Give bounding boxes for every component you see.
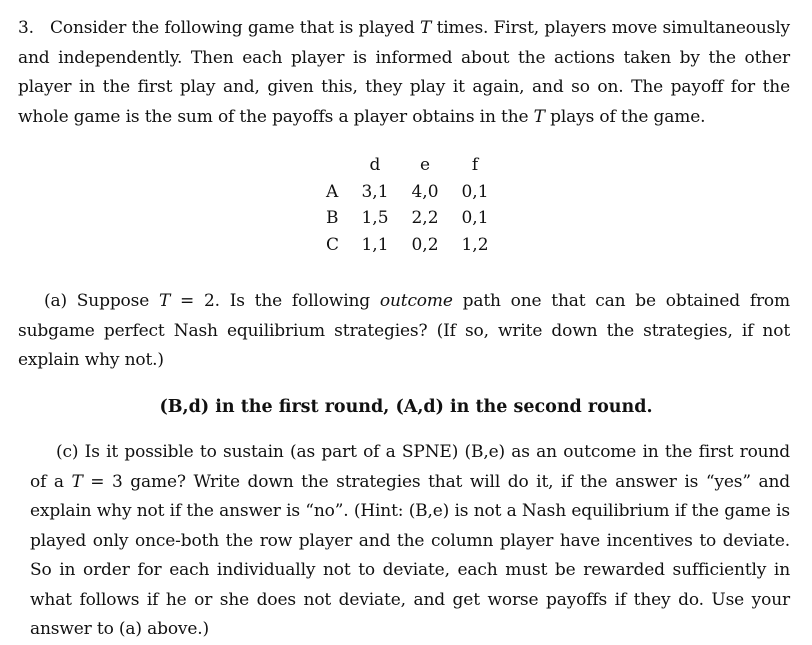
part-a-part1: (a) Suppose [44, 291, 159, 311]
payoff-row [326, 205, 500, 232]
part-c-part1: (c) Is it possible to sustain (as part of a SPNE) (B,e) as an outcome in the first round of a [30, 442, 790, 492]
question-3-part2: times. First, players move simultaneously and independently. Then each player is informed about the actions taken by the other player in the first play and, given this, they play it again, and so on. The payoff for the whole game is the sum of the payoffs a player obtains in the [18, 18, 790, 127]
part-a-emphasis: outcome [379, 291, 453, 311]
part-a-part2: = 2. Is the following [170, 291, 380, 311]
payoff-cell: 1,5 [361, 208, 389, 229]
question-3-part3: plays of the game. [544, 106, 706, 127]
payoff-cell: 0,2 [411, 234, 439, 255]
payoff-cell: 4,0 [411, 181, 439, 202]
part-c-part2: = 3 game? Write down the strategies that will do it, if the answer is “yes” and explain why not if the answer is “no”. (Hint: (B,e) is not a Nash equilibrium if the game is played only once-both the row player and the column player have incentives to deviate. So in order for each individually not to deviate, each must be rewarded sufficiently in what follows if he or she does not deviate, and get worse payoffs if they do. Use your answer to (a) above.) [30, 471, 790, 639]
variable-T: T [533, 106, 545, 127]
question-number: 3. [18, 18, 34, 38]
variable-T: T [420, 18, 432, 38]
outcome-path: (B,d) in the first round, (A,d) in the second round. [159, 397, 653, 417]
column-header: d [369, 155, 381, 176]
variable-T: T [71, 471, 83, 492]
part-a-part3: path one that can be obtained from subgame perfect Nash equilibrium strategies? (If so, write down the strategies, if not explain why not.) [18, 291, 790, 370]
payoff-cell: 0,1 [461, 208, 489, 229]
row-label: A [326, 181, 339, 202]
row-label: C [326, 234, 340, 255]
corner-cell [326, 152, 350, 179]
payoff-table [326, 152, 500, 258]
payoff-row [326, 232, 500, 259]
payoff-header-row [326, 152, 500, 179]
question-3-text [18, 14, 790, 132]
payoff-cell: 1,2 [461, 234, 489, 255]
part-c-text [30, 438, 790, 645]
column-header: e [419, 155, 431, 176]
payoff-cell: 1,1 [361, 234, 389, 255]
payoff-cell: 2,2 [411, 208, 439, 229]
question-3-part1: Consider the following game that is played [50, 18, 421, 38]
column-header: f [471, 155, 479, 176]
row-label: B [326, 208, 339, 229]
payoff-row [326, 179, 500, 206]
payoff-cell: 0,1 [461, 181, 489, 202]
variable-T: T [158, 291, 171, 311]
payoff-matrix [326, 152, 500, 258]
part-a-text [18, 287, 790, 376]
payoff-cell: 3,1 [361, 181, 389, 202]
